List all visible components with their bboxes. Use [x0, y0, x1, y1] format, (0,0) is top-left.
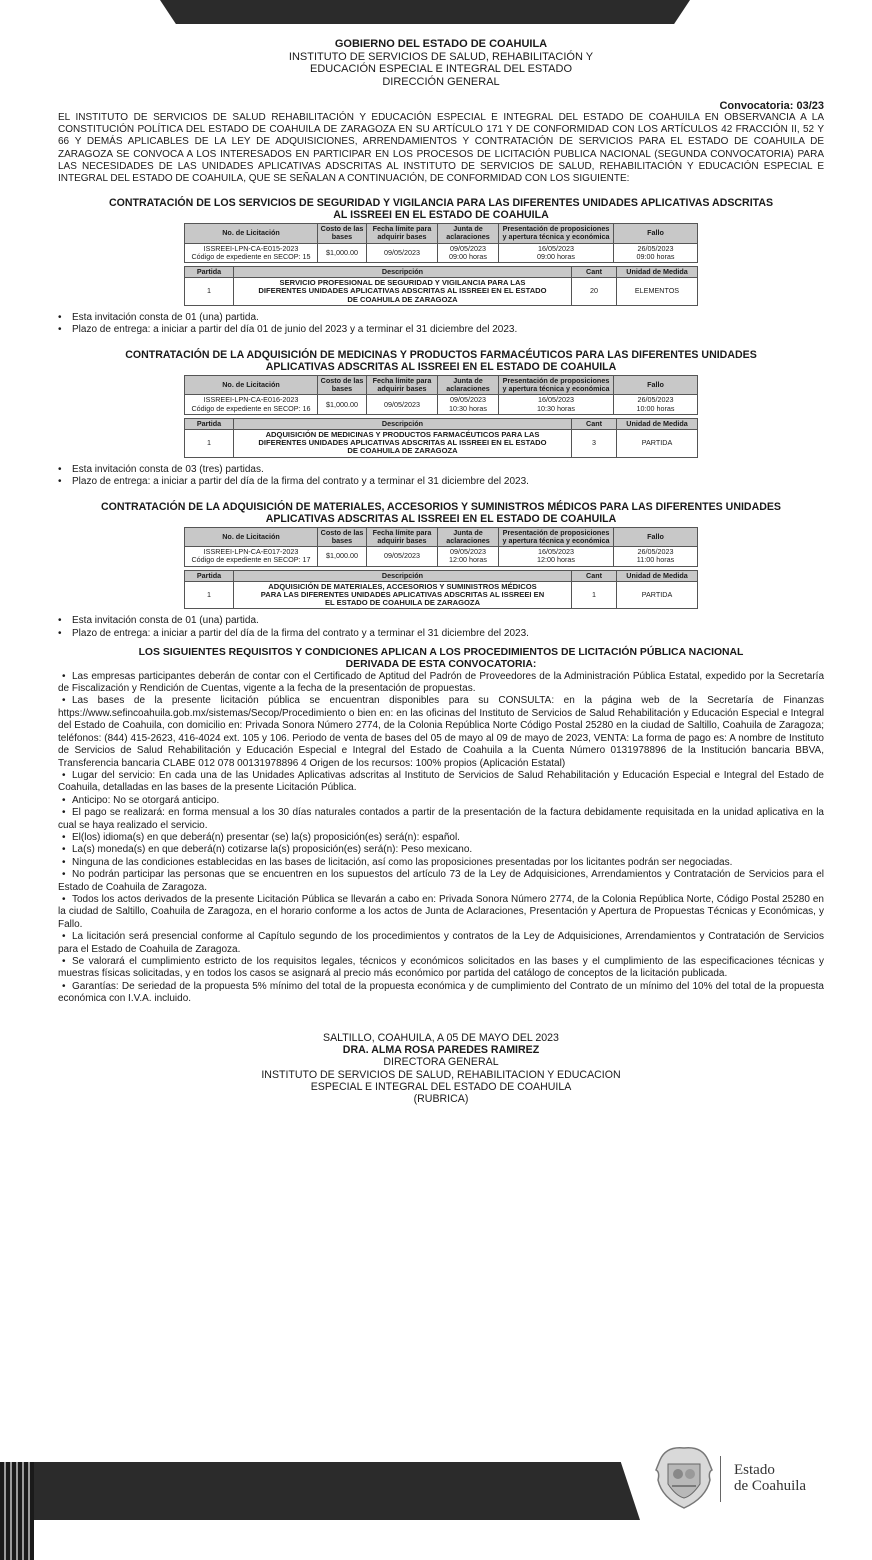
cell-licitacion	[185, 395, 318, 414]
header-descripcion: Descripción	[234, 570, 572, 581]
list-item: • La licitación será presencial conforme al Capítulo segundo de los procedimientos y contratos de la Ley de Adquisiciones, Arrendamientos y Contratación de Servicios para el Estado de Coahuila de Zaragoza.	[58, 931, 824, 956]
description-line-2: PARA LAS DIFERENTES UNIDADES APLICATIVAS ADSCRITAS AL ISSREEI EN	[260, 590, 545, 600]
table-row	[185, 243, 698, 262]
list-item: • El pago se realizará: en forma mensual a los 30 días naturales contados a partir de la presentación de la factura debidamente requisitada en la unidad aplicativa en la cual se haya realizado el servicio.	[58, 807, 824, 832]
cell-fallo	[614, 243, 698, 262]
cell-fecha: 09/05/2023	[367, 547, 438, 566]
header-partida: Partida	[185, 267, 234, 278]
requirements-title-line-1: LOS SIGUIENTES REQUISITOS Y CONDICIONES APLICAN A LOS PROCEDIMIENTOS DE LICITACIÓN PÚBLICA NACIONAL	[138, 646, 744, 658]
presentacion-date: 16/05/2023	[538, 547, 574, 557]
description-line-3: DE COAHUILA DE ZARAGOZA	[347, 446, 458, 456]
requirements-list	[58, 671, 824, 1006]
section-title-line-1: CONTRATACIÓN DE LA ADQUISICIÓN DE MATERIALES, ACCESORIOS Y SUMINISTROS MÉDICOS PARA LAS DIFERENTES UNIDADES	[101, 500, 781, 513]
partida-table-header	[185, 418, 698, 429]
institute-line-1: INSTITUTO DE SERVICIOS DE SALUD, REHABILITACIÓN Y	[288, 50, 594, 63]
header-junta: Junta de aclaraciones	[438, 376, 499, 395]
fallo-date: 26/05/2023	[637, 395, 674, 405]
logo-divider	[720, 1456, 721, 1502]
cell-descripcion	[234, 278, 572, 306]
fallo-date: 26/05/2023	[637, 547, 674, 557]
header-fecha-limite: Fecha límite para adquirir bases	[367, 376, 438, 395]
document-header	[58, 38, 824, 88]
section-title	[58, 501, 824, 525]
presentacion-date: 16/05/2023	[538, 395, 574, 405]
list-item: • Anticipo: No se otorgará anticipo.	[58, 795, 824, 807]
cell-costo: $1,000.00	[318, 547, 367, 566]
junta-date: 09/05/2023	[450, 243, 486, 253]
intro-paragraph: EL INSTITUTO DE SERVICIOS DE SALUD REHABILITACIÓN Y EDUCACIÓN ESPECIAL E INTEGRAL DEL ESTADO DE COAHUILA EN OBSERVANCIA A LA CONSTITUCIÓN POLÍTICA DEL ESTADO DE COAHUILA DE ZARAGOZA EN SU ARTÍCULO 171 Y DE CONFORMIDAD CON LOS ARTÍCULOS 42 FRACCIÓN II, 52 Y 66 Y DEMÁS APLICABLES DE LA LEY DE ADQUISICIONES, ARRENDAMIENTOS Y CONTRATACIÓN DE SERVICIOS PARA EL ESTADO DE COAHUILA DE ZARAGOZA SE CONVOCA A LOS INTERESADOS EN PARTICIPAR EN LOS PROCESOS DE LICITACIÓN PUBLICA NACIONAL (SEGUNDA CONVOCATORIA) PARA LAS NECESIDADES DE LAS UNIDADES APLICATIVAS ADSCRITAS AL INSTITUTO DE SERVICIOS DE SALUD, REHABILITACIÓN Y EDUCACIÓN ESPECIAL E INTEGRAL DEL ESTADO DE COAHUILA, QUE SE SEÑALAN A CONTINUACIÓN, DE CONFORMIDAD CON LOS SIGUIENTE:	[58, 112, 824, 185]
cell-cant: 1	[572, 581, 617, 609]
signature-institute-1: INSTITUTO DE SERVICIOS DE SALUD, REHABILITACION Y EDUCACION	[261, 1068, 621, 1081]
section-title-line-2: APLICATIVAS ADSCRITAS AL ISSREEI EN EL ESTADO DE COAHUILA	[265, 512, 617, 525]
list-item: • La(s) moneda(s) en que deberá(n) cotizarse la(s) proposición(es) será(n): Peso mexicano.	[58, 844, 824, 856]
cell-fecha: 09/05/2023	[367, 395, 438, 414]
signature-institute-2: ESPECIAL E INTEGRAL DEL ESTADO DE COAHUILA	[310, 1080, 572, 1093]
header-cant: Cant	[572, 418, 617, 429]
list-item: • Ninguna de las condiciones establecidas en las bases de licitación, así como las proposiciones presentadas por los licitantes podrán ser negociadas.	[58, 857, 824, 869]
tender-table-header	[185, 527, 698, 546]
note-partidas: • Esta invitación consta de 03 (tres) partidas.	[58, 464, 824, 477]
junta-time: 09:00 horas	[449, 251, 487, 261]
section-title-line-2: APLICATIVAS ADSCRITAS AL ISSREEI EN EL ESTADO DE COAHUILA	[265, 361, 617, 374]
cell-partida: 1	[185, 278, 234, 306]
header-descripcion: Descripción	[234, 267, 572, 278]
tender-table-header	[185, 376, 698, 395]
section-title-line-2: AL ISSREEI EN EL ESTADO DE COAHUILA	[333, 209, 549, 222]
header-unidad: Unidad de Medida	[617, 570, 698, 581]
description-line-2: DIFERENTES UNIDADES APLICATIVAS ADSCRITAS AL ISSREEI EN EL ESTADO	[258, 286, 547, 296]
cell-junta	[438, 395, 499, 414]
licitacion-number: ISSREEI-LPN-CA-E016-2023	[203, 395, 299, 405]
description-line-1: ADQUISICIÓN DE MATERIALES, ACCESORIOS Y SUMINISTROS MÉDICOS	[268, 581, 537, 591]
cell-costo: $1,000.00	[318, 395, 367, 414]
description-line-3: EL ESTADO DE COAHUILA DE ZARAGOZA	[324, 598, 481, 608]
presentacion-time: 09:00 horas	[537, 251, 575, 261]
top-banner	[160, 0, 690, 24]
partida-table-header	[185, 267, 698, 278]
header-cant: Cant	[572, 267, 617, 278]
list-item: • Las bases de la presente licitación pública se encuentran disponibles para su CONSULTA: en la página web de la Secretaría de Finanzas https://www.sefincoahuila.gob.mx/sistemas/Secop/Procedimiento o bien en: en las oficinas del Instituto de Servicios de Salud Rehabilitación y Educación Especial e Integral del Estado de Coahuila, con domicilio en: Privada Sonora Número 2774, de la Colonia República Norte Código Postal 25280 en la ciudad de Saltillo, Coahuila de Zaragoza; teléfonos: (844) 415-2623, 416-4024 ext. 105 y 106. Periodo de venta de bases del 05 de mayo al 09 de mayo de 2023, VENTA: La forma de pago es: A nombre de Instituto de Servicios de Salud Rehabilitación y Educación Especial e Integral del Estado de Coahuila a la Cuenta Número 0131978896 de la Institución bancaria BBVA, Transferencia bancaria CLABE 012 078 00131978896 4 Origen de los recursos: 100% propios (Aplicación Estatal)	[58, 695, 824, 769]
institute-line-2: EDUCACIÓN ESPECIAL E INTEGRAL DEL ESTADO	[309, 63, 573, 75]
section-title-line-1: CONTRATACIÓN DE LOS SERVICIOS DE SEGURIDAD Y VIGILANCIA PARA LAS DIFERENTES UNIDADES APLICATIVAS ADSCRITAS	[108, 197, 774, 210]
header-no-licitacion: No. de Licitación	[185, 376, 318, 395]
cell-costo: $1,000.00	[318, 243, 367, 262]
tender-section	[58, 349, 824, 489]
government-title: GOBIERNO DEL ESTADO DE COAHUILA	[334, 38, 548, 50]
header-unidad: Unidad de Medida	[617, 267, 698, 278]
junta-time: 10:30 horas	[449, 403, 487, 413]
note-plazo: • Plazo de entrega: a iniciar a partir del día 01 de junio del 2023 y a terminar el 31 diciembre del 2023.	[58, 324, 824, 337]
tender-table	[184, 223, 698, 263]
footer-banner	[0, 1462, 640, 1520]
header-partida: Partida	[185, 570, 234, 581]
header-unidad: Unidad de Medida	[617, 418, 698, 429]
note-plazo: • Plazo de entrega: a iniciar a partir del día de la firma del contrato y a terminar el 31 diciembre del 2023.	[58, 476, 824, 489]
junta-time: 12:00 horas	[449, 555, 487, 565]
signature-block	[58, 1032, 824, 1106]
header-partida: Partida	[185, 418, 234, 429]
partida-table	[184, 266, 698, 306]
cell-cant: 3	[572, 430, 617, 458]
header-fallo: Fallo	[614, 527, 698, 546]
cell-descripcion	[234, 430, 572, 458]
state-logo-line-1: Estado	[734, 1462, 775, 1478]
document-page	[58, 38, 824, 1105]
coahuila-seal-icon	[648, 1440, 720, 1514]
expediente-code: Código de expediente en SECOP: 16	[191, 403, 311, 413]
table-row	[185, 278, 698, 306]
partida-table-header	[185, 570, 698, 581]
table-row	[185, 581, 698, 609]
fallo-time: 11:00 horas	[636, 555, 675, 565]
cell-licitacion	[185, 547, 318, 566]
cell-presentacion	[499, 547, 614, 566]
list-item: • El(los) idioma(s) en que deberá(n) presentar (se) la(s) proposición(es) será(n): español.	[58, 832, 824, 844]
header-costo: Costo de las bases	[318, 527, 367, 546]
header-fallo: Fallo	[614, 224, 698, 243]
list-item: • Se valorará el cumplimiento estricto de los requisitos legales, técnicos y económicos solicitados en las bases y el cumplimiento de las especificaciones técnicas y muestras físicas solicitadas, y en todos los casos se asignará al precio más económico por partida del catálogo de conceptos de la licitación publicada.	[58, 956, 824, 981]
cell-junta	[438, 547, 499, 566]
list-item: • Lugar del servicio: En cada una de las Unidades Aplicativas adscritas al Instituto de Servicios de Salud Rehabilitación y Educación Especial e Integral del Estado de Coahuila, detalladas en las bases de la presente Licitación Pública.	[58, 770, 824, 795]
cell-partida: 1	[185, 581, 234, 609]
convocatoria-number: Convocatoria: 03/23	[719, 100, 824, 112]
section-title	[58, 349, 824, 373]
cell-partida: 1	[185, 430, 234, 458]
header-costo: Costo de las bases	[318, 224, 367, 243]
tender-table-header	[185, 224, 698, 243]
tender-section	[58, 501, 824, 641]
header-fecha-limite: Fecha límite para adquirir bases	[367, 224, 438, 243]
section-title-line-1: CONTRATACIÓN DE LA ADQUISICIÓN DE MEDICINAS Y PRODUCTOS FARMACÉUTICOS PARA LAS DIFERENTES UNIDADES	[125, 349, 757, 362]
section-title	[58, 197, 824, 221]
description-line-2: DIFERENTES UNIDADES APLICATIVAS ADSCRITAS AL ISSREEI EN EL ESTADO	[258, 438, 547, 448]
presentacion-time: 12:00 horas	[537, 555, 575, 565]
state-logo-line-2: de Coahuila	[734, 1478, 807, 1494]
header-cant: Cant	[572, 570, 617, 581]
list-item: • Todos los actos derivados de la presente Licitación Pública se llevarán a cabo en: Privada Sonora Número 2774, de la Colonia República Norte, Código Postal 25280 en la ciudad de Saltillo, Coahuila de Zaragoza, en el horario conforme a los actos de Junta de Aclaraciones, Presentación y Apertura de Propuestas Técnicas y Económicas, y Fallo.	[58, 894, 824, 931]
cell-unidad: PARTIDA	[617, 430, 698, 458]
cell-unidad: PARTIDA	[617, 581, 698, 609]
cell-licitacion	[185, 243, 318, 262]
header-no-licitacion: No. de Licitación	[185, 224, 318, 243]
table-row	[185, 395, 698, 414]
footer-stripes	[0, 1462, 34, 1560]
signature-role: DIRECTORA GENERAL	[383, 1056, 499, 1069]
fallo-date: 26/05/2023	[637, 243, 674, 253]
section-notes	[58, 312, 824, 337]
cell-presentacion	[499, 395, 614, 414]
description-line-3: DE COAHUILA DE ZARAGOZA	[347, 294, 458, 304]
signature-name: DRA. ALMA ROSA PAREDES RAMIREZ	[342, 1043, 540, 1056]
partida-table	[184, 570, 698, 610]
header-no-licitacion: No. de Licitación	[185, 527, 318, 546]
header-descripcion: Descripción	[234, 418, 572, 429]
header-junta: Junta de aclaraciones	[438, 527, 499, 546]
section-notes	[58, 615, 824, 640]
state-logo-text	[734, 1462, 806, 1494]
junta-date: 09/05/2023	[450, 547, 486, 557]
licitacion-number: ISSREEI-LPN-CA-E015-2023	[203, 243, 299, 253]
cell-junta	[438, 243, 499, 262]
fallo-time: 09:00 horas	[636, 251, 675, 261]
expediente-code: Código de expediente en SECOP: 17	[191, 555, 311, 565]
signature-place: SALTILLO, COAHUILA, A 05 DE MAYO DEL 2023	[323, 1031, 559, 1044]
description-line-1: SERVICIO PROFESIONAL DE SEGURIDAD Y VIGILANCIA PARA LAS	[279, 278, 526, 288]
requirements-title-line-2: DERIVADA DE ESTA CONVOCATORIA:	[345, 658, 537, 670]
note-plazo: • Plazo de entrega: a iniciar a partir del día de la firma del contrato y a terminar el 31 diciembre del 2023.	[58, 628, 824, 641]
cell-cant: 20	[572, 278, 617, 306]
note-partidas: • Esta invitación consta de 01 (una) partida.	[58, 615, 824, 628]
description-line-1: ADQUISICIÓN DE MEDICINAS Y PRODUCTOS FARMACÉUTICOS PARA LAS	[265, 430, 540, 440]
table-row	[185, 547, 698, 566]
tender-table	[184, 527, 698, 567]
tender-table	[184, 375, 698, 415]
cell-fallo	[614, 547, 698, 566]
direction-title: DIRECCIÓN GENERAL	[382, 75, 500, 88]
header-costo: Costo de las bases	[318, 376, 367, 395]
list-item: • Las empresas participantes deberán de contar con el Certificado de Aptitud del Padrón de Proveedores de la Administración Pública Estatal, expedido por la Secretaría de Fiscalización y Rendición de Cuentas, vigente a la fecha de la presentación de propuestas.	[58, 671, 824, 696]
presentacion-time: 10:30 horas	[537, 403, 575, 413]
table-row	[185, 430, 698, 458]
fallo-time: 10:00 horas	[636, 403, 675, 413]
partida-table	[184, 418, 698, 458]
list-item: • Garantías: De seriedad de la propuesta 5% mínimo del total de la propuesta económica y de cumplimiento del Contrato de un mínimo del 10% del total de la propuesta económica con I.V.A. incluido.	[58, 981, 824, 1006]
cell-fecha: 09/05/2023	[367, 243, 438, 262]
header-presentacion: Presentación de proposiciones y apertura técnica y económica	[499, 527, 614, 546]
header-fallo: Fallo	[614, 376, 698, 395]
presentacion-date: 16/05/2023	[538, 243, 574, 253]
cell-unidad: ELEMENTOS	[617, 278, 698, 306]
cell-fallo	[614, 395, 698, 414]
header-junta: Junta de aclaraciones	[438, 224, 499, 243]
cell-presentacion	[499, 243, 614, 262]
header-presentacion: Presentación de proposiciones y apertura técnica y económica	[499, 376, 614, 395]
header-presentacion: Presentación de proposiciones y apertura técnica y económica	[499, 224, 614, 243]
section-notes	[58, 464, 824, 489]
cell-descripcion	[234, 581, 572, 609]
header-fecha-limite: Fecha límite para adquirir bases	[367, 527, 438, 546]
junta-date: 09/05/2023	[450, 395, 486, 405]
signature-rubrica: (RUBRICA)	[413, 1093, 469, 1106]
requirements-title	[58, 647, 824, 671]
licitacion-number: ISSREEI-LPN-CA-E017-2023	[203, 547, 299, 557]
list-item: • No podrán participar las personas que se encuentren en los supuestos del artículo 73 de la Ley de Adquisiciones, Arrendamientos y Contratación de Servicios para el Estado de Coahuila de Zaragoza.	[58, 869, 824, 894]
expediente-code: Código de expediente en SECOP: 15	[191, 251, 311, 261]
tender-section	[58, 197, 824, 337]
note-partidas: • Esta invitación consta de 01 (una) partida.	[58, 312, 824, 325]
